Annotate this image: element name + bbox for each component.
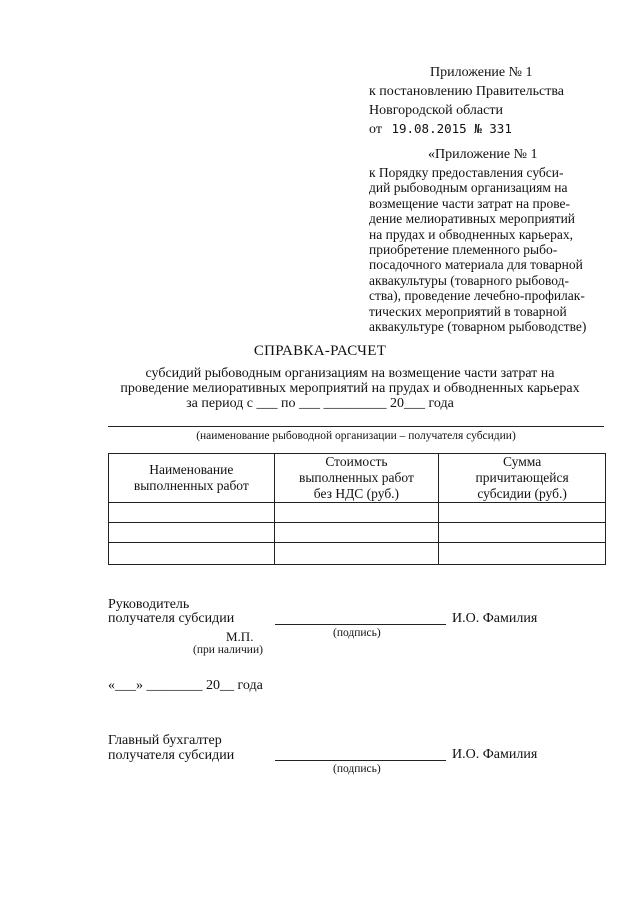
signing-date: «___» ________ 20__ года [108, 678, 263, 693]
heading-line-1: субсидий рыбоводным организациям на возмещение части затрат на [145, 366, 555, 381]
manager-role-1: Руководитель [108, 597, 190, 612]
manager-signature-line[interactable] [275, 624, 446, 625]
appendix-line-1: к постановлению Правительства [369, 84, 565, 99]
table-cell[interactable] [109, 543, 275, 565]
table-cell[interactable] [274, 503, 439, 523]
annex-line: на прудах и обводненных карьерах, [369, 226, 573, 242]
heading-period: за период с ___ по ___ _________ 20___ года [186, 396, 454, 411]
appendix-title: Приложение № 1 [430, 65, 533, 80]
table-header-row [109, 454, 606, 503]
table-header-cost: Стоимость выполненных работ без НДС (руб.) [274, 454, 439, 503]
annex-text [369, 165, 586, 334]
accountant-role-2: получателя субсидии [108, 748, 235, 763]
table-header-work-name: Наименование выполненных работ [109, 454, 275, 503]
accountant-signature-caption: (подпись) [333, 763, 381, 775]
accountant-role-1: Главный бухгалтер [108, 733, 222, 748]
accountant-signature-line[interactable] [275, 760, 446, 761]
appendix-line-2: Новгородской области [369, 103, 503, 118]
table-header-subsidy: Сумма причитающейся субсидии (руб.) [439, 454, 606, 503]
organization-name-line [108, 426, 604, 427]
annex-title: «Приложение № 1 [428, 147, 538, 162]
appendix-date [369, 120, 512, 138]
table-cell[interactable] [109, 523, 275, 543]
annex-line: дий рыбоводным организациям на [369, 180, 568, 196]
manager-signature-caption: (подпись) [333, 627, 381, 639]
annex-line: аквакультуры (товарного рыбовод- [369, 272, 569, 288]
annex-line: посадочного материала для товарной [369, 257, 583, 273]
stamp-label: М.П. [226, 629, 254, 644]
table-cell[interactable] [109, 503, 275, 523]
appendix-date-prefix: от [369, 122, 382, 137]
document-title: СПРАВКА-РАСЧЕТ [253, 343, 387, 359]
table-row [109, 543, 606, 565]
table-cell[interactable] [439, 503, 606, 523]
annex-line: аквакультуре (товарном рыбоводстве) [369, 319, 587, 335]
annex-line: ства), проведение лечебно-профилак- [369, 288, 585, 304]
annex-line: к Порядку предоставления субси- [369, 165, 564, 180]
appendix-date-stamp: 19.08.2015 № 331 [391, 121, 512, 136]
annex-line: дение мелиоративных мероприятий [369, 211, 576, 227]
annex-line: приобретение племенного рыбо- [369, 242, 558, 258]
annex-line: тических мероприятий в товарной [369, 303, 567, 319]
organization-caption: (наименование рыбоводной организации – получателя субсидии) [196, 430, 516, 442]
table-row [109, 523, 606, 543]
table-row [109, 503, 606, 523]
table-cell[interactable] [439, 523, 606, 543]
annex-line: возмещение части затрат на прове- [369, 195, 570, 211]
calculation-table [108, 453, 606, 565]
accountant-name: И.О. Фамилия [452, 747, 538, 762]
table-cell[interactable] [274, 543, 439, 565]
manager-role-2: получателя субсидии [108, 611, 235, 626]
table-cell[interactable] [274, 523, 439, 543]
stamp-note: (при наличии) [193, 644, 263, 656]
heading-line-2: проведение мелиоративных мероприятий на прудах и обводненных карьерах [120, 381, 580, 396]
table-cell[interactable] [439, 543, 606, 565]
manager-name: И.О. Фамилия [452, 611, 538, 626]
